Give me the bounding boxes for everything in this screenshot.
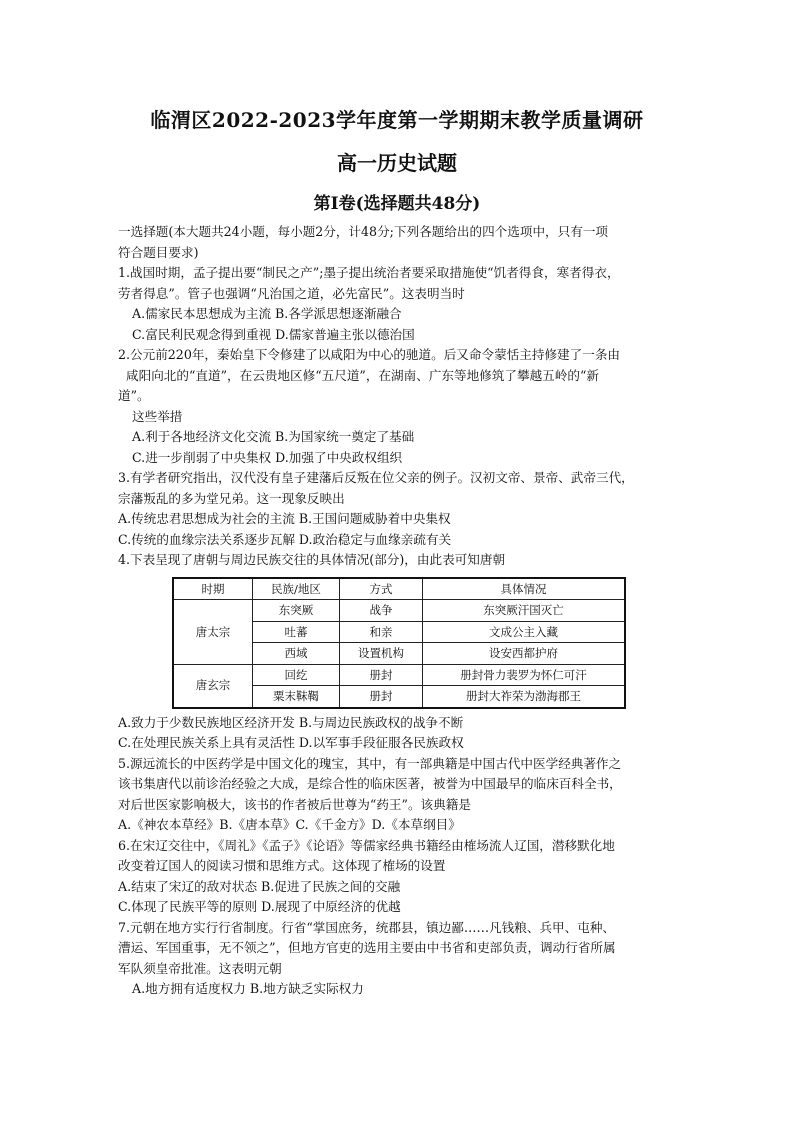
question-body: [118, 222, 688, 1000]
options: A.《神农本草经》B.《唐本草》C.《千金方》D.《本草纲目》: [118, 817, 461, 832]
table-cell: 册封骨力裴罗为怀仁可汗: [423, 664, 626, 686]
options-ab: A.儒家民本思想成为主流 B.各学派思想逐渐融合: [132, 306, 402, 321]
table-header-row: [173, 578, 625, 600]
table-cell: 册封大祚荣为渤海郡王: [423, 686, 626, 708]
question-stem: 2.公元前220年，秦始皇下令修建了以咸阳为中心的驰道。后又命令蒙恬主持修建了一条由: [118, 347, 621, 362]
table-cell-period: 唐太宗: [173, 600, 253, 665]
intro-line: 一选择题(本大题共24小题，每小题2分，计48分;下列各题给出的四个选项中，只有一项: [118, 224, 609, 239]
question-3: [118, 468, 688, 550]
table-cell: 册封: [340, 686, 423, 708]
table-row: [173, 600, 625, 622]
options-ab: A.传统忠君思想成为社会的主流 B.王国问题威胁着中央集权: [118, 511, 451, 526]
question-stem: 4.下表呈现了唐朝与周边民族交往的具体情况(部分)，由此表可知唐朝: [118, 552, 506, 567]
table-cell-period: 唐玄宗: [173, 664, 253, 708]
table-cell: 粟末靺鞨: [253, 686, 340, 708]
table-header-cell: 方式: [340, 578, 423, 600]
tang-relations-table: [172, 577, 626, 709]
options-cd: C.传统的血缘宗法关系逐步瓦解 D.政治稳定与血缘亲疏有关: [118, 531, 452, 547]
table-cell: 吐蕃: [253, 621, 340, 643]
table-cell: 册封: [340, 664, 423, 686]
question-stem: 劳者得息”。管子也强调“凡治国之道，必先富民”。这表明当时: [118, 285, 465, 301]
table-cell: 设置机构: [340, 643, 423, 665]
table-row: [173, 664, 625, 686]
exam-title: 临渭区2022-2023学年度第一学期期末教学质量调研: [150, 108, 644, 132]
question-4: [118, 550, 688, 754]
table-cell: 文成公主入藏: [423, 621, 626, 643]
options-ab: A.地方拥有适度权力 B.地方缺乏实际权力: [132, 981, 364, 996]
question-stem: 漕运、军国重事，无不领之”，但地方官吏的选用主要由中书省和吏部负责，调动行省所属: [118, 940, 616, 955]
options-ab: A.致力于少数民族地区经济开发 B.与周边民族政权的战争不断: [118, 714, 464, 730]
exam-subtitle: 高一历史试题: [337, 151, 457, 175]
question-stem: 6.在宋辽交往中，《周礼》《孟子》《论语》等儒家经典书籍经由榷场流人辽国，潜移默化地: [118, 837, 615, 853]
question-5: [118, 754, 688, 836]
question-stem: 军队须皇帝批准。这表明元朝: [118, 960, 282, 976]
table-cell: 回纥: [253, 664, 340, 686]
question-stem: 咸阳向北的“直道”，在云贵地区修“五尺道”，在湖南、广东等地修筑了攀越五岭的“新: [126, 367, 599, 383]
question-2: [118, 345, 688, 468]
options-cd: C.体现了民族平等的原则 D.展现了中原经济的优越: [118, 899, 401, 914]
intro-line: 符合题目要求): [118, 244, 199, 260]
question-stem: 宗藩叛乱的多为堂兄弟。这一现象反映出: [118, 490, 345, 506]
question-stem: 1.战国时期，孟子提出要“制民之产”;墨子提出统治者要采取措施使“饥者得食，寒者得衣，: [118, 265, 620, 280]
table-header-cell: 民族/地区: [253, 578, 340, 600]
question-stem: 改变着辽国人的阅读习惯和思维方式。这体现了榷场的设置: [118, 858, 446, 873]
table-cell: 战争: [340, 600, 423, 622]
table-cell: 设安西都护府: [423, 643, 626, 665]
table-header-cell: 具体情况: [423, 578, 626, 600]
question-stem: 这些举措: [132, 408, 183, 424]
options-cd: C.在处理民族关系上具有灵活性 D.以军事手段征服各民族政权: [118, 735, 464, 750]
question-stem: 该书集唐代以前诊治经验之大成，是综合性的临床医著，被誉为中国最早的临床百科全书，: [118, 776, 622, 791]
table-cell: 和亲: [340, 621, 423, 643]
question-stem: 5.源远流长的中医药学是中国文化的瑰宝，其中，有一部典籍是中国古代中医学经典著作之: [118, 755, 622, 771]
options-ab: A.利于各地经济文化交流 B.为国家统一奠定了基础: [132, 429, 415, 444]
options-cd: C.富民利民观念得到重视 D.儒家普遍主张以德治国: [132, 326, 415, 342]
question-1: [118, 263, 688, 345]
question-stem: 对后世医家影响极大，该书的作者被后世尊为“药王”。该典籍是: [118, 796, 471, 812]
table-cell: 西域: [253, 643, 340, 665]
question-stem: 道”。: [118, 388, 150, 403]
table-cell: 东突厥汗国灭亡: [423, 600, 626, 622]
options-ab: A.结束了宋辽的敌对状态 B.促进了民族之间的交融: [118, 878, 401, 894]
options-cd: C.进一步削弱了中央集权 D.加强了中央政权组织: [132, 449, 403, 465]
question-7: [118, 918, 688, 1000]
question-stem: 7.元朝在地方实行行省制度。行省“掌国庶务，统郡县，镇边鄙……凡钱粮、兵甲、屯种、: [118, 919, 616, 935]
question-stem: 3.有学者研究指出，汉代没有皇子建藩后反叛在位父亲的例子。汉初文帝、景帝、武帝三代，: [118, 470, 634, 485]
section-title: 第I卷(选择题共48分): [313, 194, 481, 214]
table-header-cell: 时期: [173, 578, 253, 600]
table-cell: 东突厥: [253, 600, 340, 622]
question-6: [118, 836, 688, 918]
